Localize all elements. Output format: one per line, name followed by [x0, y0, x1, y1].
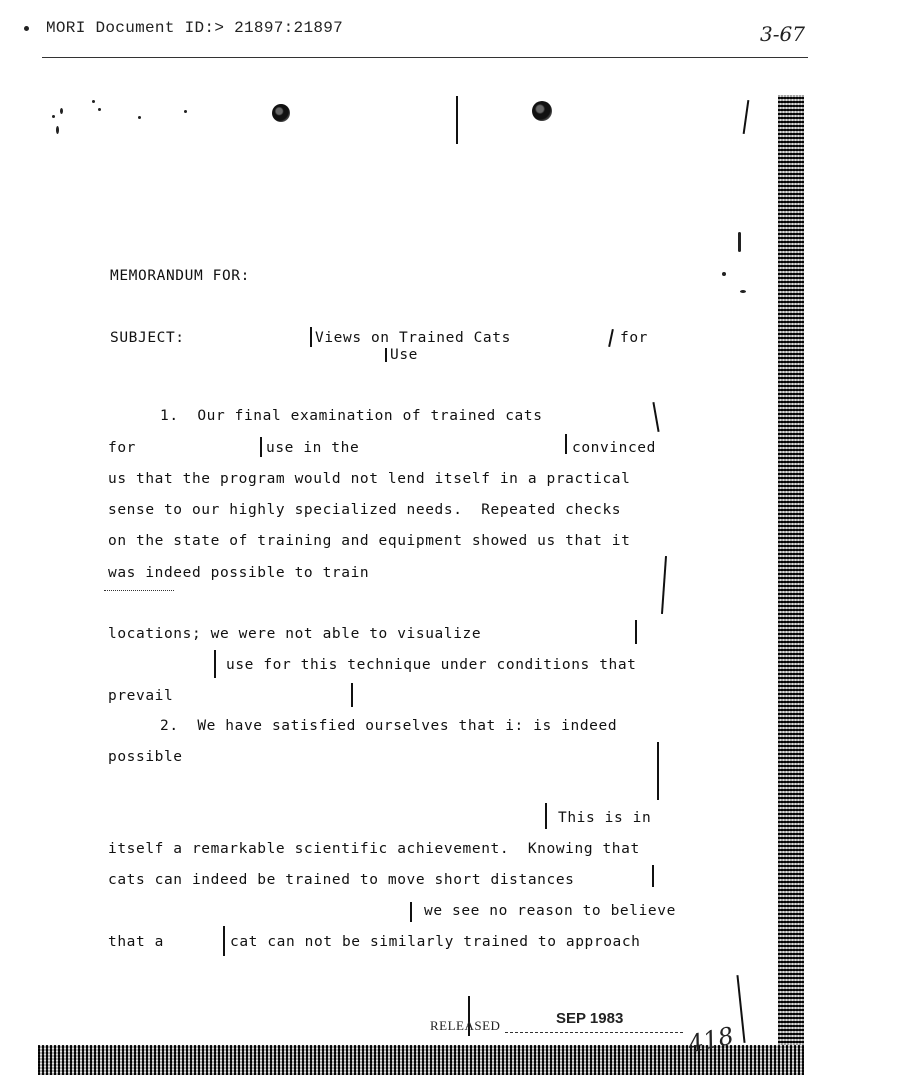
scan-speck [92, 100, 95, 103]
memorandum-for-label: MEMORANDUM FOR: [110, 268, 250, 284]
body-line: use in the [266, 440, 360, 456]
redaction-mark [310, 327, 312, 347]
release-date: SEP 1983 [556, 1010, 624, 1027]
scan-speck [738, 232, 741, 252]
redaction-mark [652, 865, 654, 887]
body-line: convinced [572, 440, 656, 456]
scan-speck [56, 126, 59, 134]
redaction-mark [385, 348, 387, 362]
body-line: us that the program would not lend itself in a practical [108, 471, 631, 487]
redaction-mark [223, 926, 225, 956]
release-dash-line [505, 1032, 683, 1033]
redaction-mark [456, 96, 458, 144]
scan-speck [740, 290, 746, 293]
scan-speck [722, 272, 726, 276]
punch-hole-mark [532, 101, 552, 121]
redaction-mark [661, 556, 667, 614]
handwritten-page-number: 3-67 [760, 22, 805, 46]
body-line: we see no reason to believe [424, 903, 676, 919]
scan-speck [184, 110, 187, 113]
body-line: that a [108, 934, 164, 950]
body-line: use for this technique under conditions that [226, 657, 637, 673]
body-line: locations; we were not able to visualize [108, 626, 482, 642]
body-line: 2. We have satisfied ourselves that i: is indeed [160, 718, 618, 734]
released-label: RELEASED [430, 1018, 501, 1033]
punch-hole-mark [272, 104, 290, 122]
redaction-mark [743, 100, 750, 134]
redaction-mark [657, 742, 659, 800]
mori-document-id: MORI Document ID:> 21897:21897 [46, 19, 344, 37]
redaction-mark [214, 650, 216, 678]
subject-use: Use [390, 347, 418, 363]
scan-speck [52, 115, 55, 118]
scan-speck [138, 116, 141, 119]
redaction-mark [260, 437, 262, 457]
scan-speck [60, 108, 63, 114]
scan-speck [24, 26, 29, 31]
body-line: cat can not be similarly trained to approach [230, 934, 641, 950]
body-line: prevail [108, 688, 174, 704]
redaction-mark [652, 402, 659, 432]
body-line: sense to our highly specialized needs. Repeated checks [108, 502, 622, 518]
subject-for: for [620, 330, 648, 346]
redaction-mark [608, 329, 614, 347]
body-line: for [108, 440, 136, 456]
header-rule [42, 57, 808, 58]
subject-label: SUBJECT: [110, 330, 185, 346]
redaction-mark [565, 434, 567, 454]
redaction-mark [736, 975, 745, 1043]
body-line: on the state of training and equipment showed us that it [108, 533, 631, 549]
body-line: was indeed possible to train [108, 565, 370, 581]
subject-text: Views on Trained Cats [315, 330, 511, 346]
redaction-mark [545, 803, 547, 829]
scan-border-right [778, 95, 804, 1055]
redaction-mark [410, 902, 412, 922]
body-line: cats can indeed be trained to move short distances [108, 872, 575, 888]
body-line: possible [108, 749, 183, 765]
handwritten-number: 418 [685, 1021, 737, 1059]
redaction-mark [351, 683, 353, 707]
body-line: 1. Our final examination of trained cats [160, 408, 543, 424]
scan-speck [98, 108, 101, 111]
scan-dash [104, 590, 174, 591]
body-line: itself a remarkable scientific achievement. Knowing that [108, 841, 640, 857]
redaction-mark [635, 620, 637, 644]
body-line: This is in [558, 810, 652, 826]
